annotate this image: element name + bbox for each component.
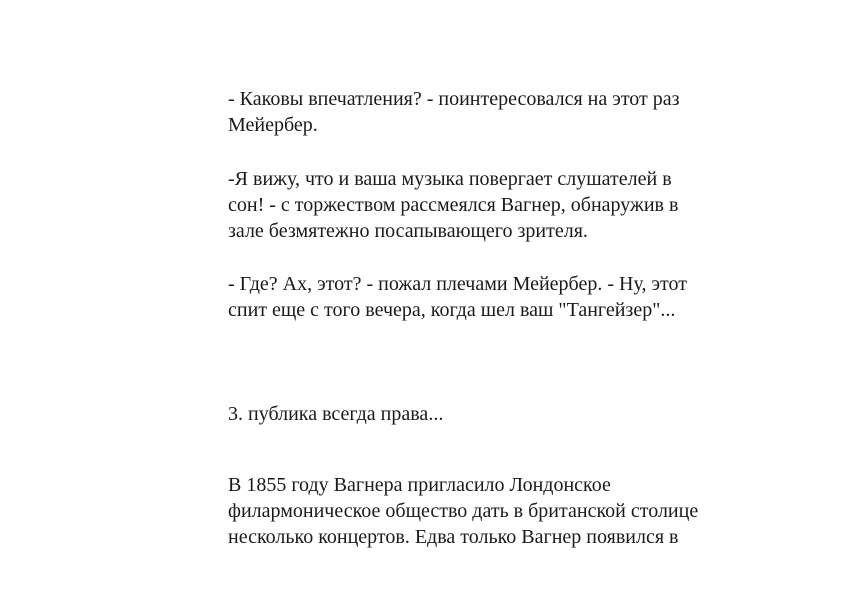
paragraph-impressions-question: [228, 86, 758, 138]
text-line: - Где? Ах, этот? - пожал плечами Мейербер. - Ну, этот: [228, 273, 687, 295]
section-heading: [228, 401, 758, 427]
paragraph-london-concerts: [228, 472, 758, 550]
text-line: В 1855 году Вагнера пригласило Лондонское: [228, 474, 611, 496]
paragraph-meyerbeer-reply: [228, 271, 758, 323]
text-line: -Я вижу, что и ваша музыка повергает слушателей в: [228, 168, 672, 190]
text-line: зале безмятежно посапывающего зрителя.: [228, 220, 588, 242]
heading-text: 3. публика всегда права...: [228, 403, 444, 425]
text-line: спит еще с того вечера, когда шел ваш "Тангейзер"...: [228, 299, 676, 321]
text-line: Мейербер.: [228, 114, 318, 136]
paragraph-wagner-reply: [228, 166, 758, 244]
text-line: сон! - с торжеством рассмеялся Вагнер, обнаружив в: [228, 194, 679, 216]
text-line: филармоническое общество дать в британской столице: [228, 500, 699, 522]
text-line: - Каковы впечатления? - поинтересовался на этот раз: [228, 88, 680, 110]
text-line: несколько концертов. Едва только Вагнер появился в: [228, 526, 679, 548]
